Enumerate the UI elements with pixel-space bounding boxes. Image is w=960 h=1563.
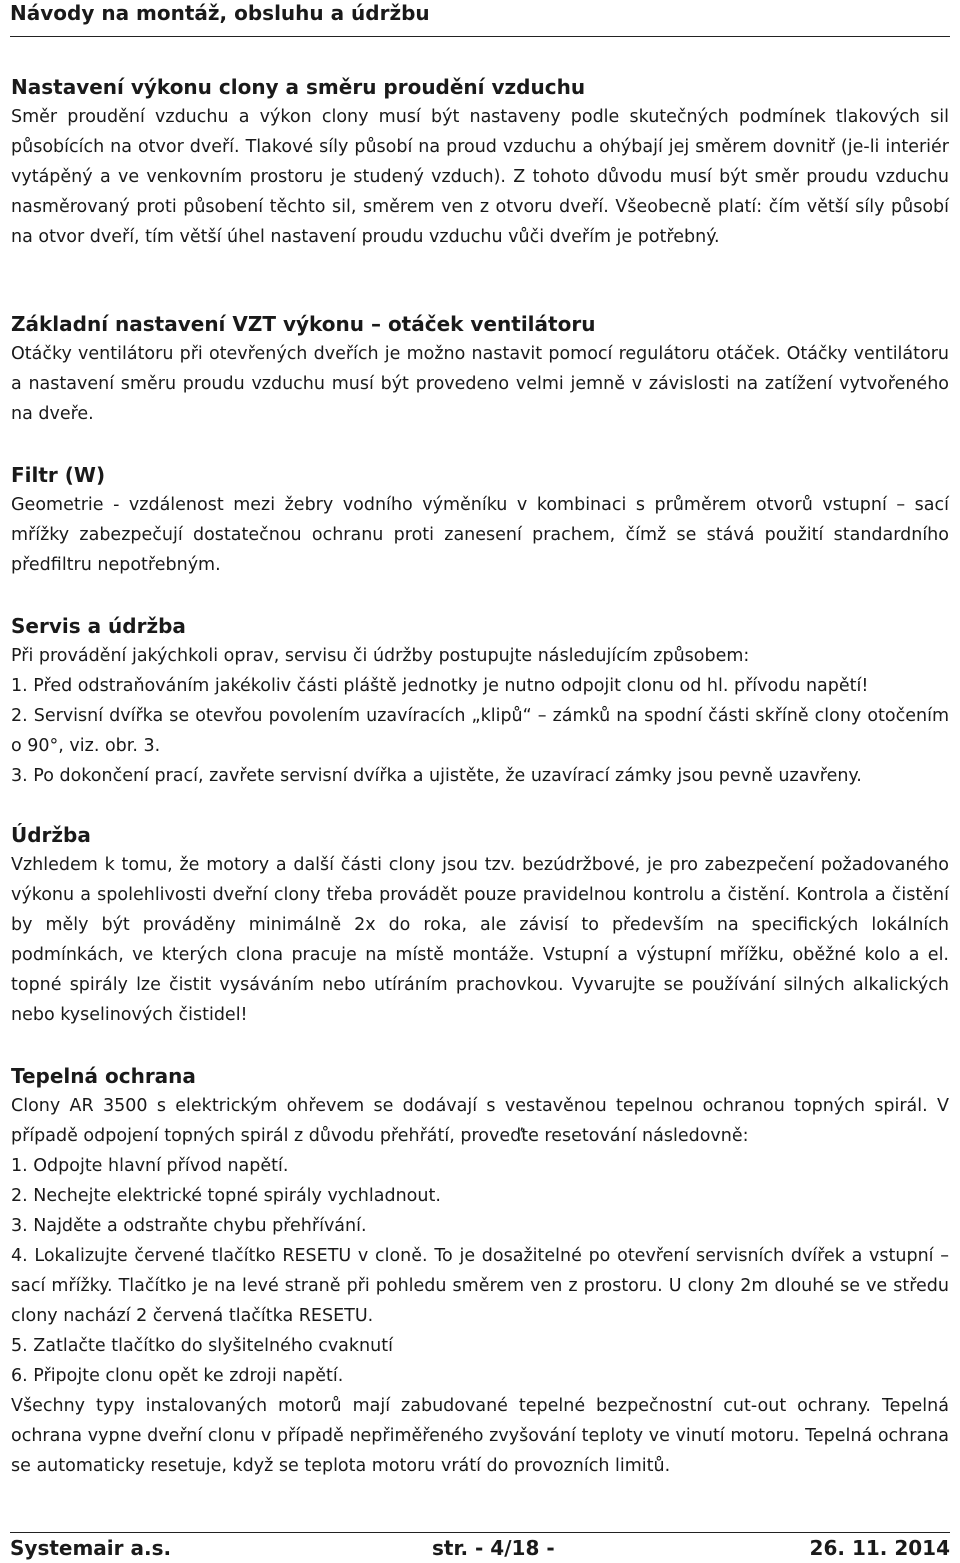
- paragraph: Všechny typy instalovaných motorů mají zabudované tepelné bezpečnostní cut-out ochrany. Tepelná ochrana vypne dveřní clonu v případě nepřiměřeného zvyšování teploty ve vinutí motoru. Tepelná ochrana se automaticky resetuje, když se teplota motoru vrátí do provozních limitů.: [11, 1396, 949, 1476]
- section-maintenance: [11, 820, 949, 1030]
- document-body: [11, 72, 949, 1481]
- list-item: 2. Servisní dvířka se otevřou povolením uzavíracích „klipů“ – zámků na spodní části skříně clony otočením o 90°, viz. obr. 3.: [11, 706, 949, 756]
- paragraph: Směr proudění vzduchu a výkon clony musí být nastaveny podle skutečných podmínek tlakových sil působících na otvor dveří. Tlakové síly působí na proud vzduchu a ohýbají jej směrem dovnitř (je-li interiér vytápěný a ve venkovním prostoru je studený vzduch). Z tohoto důvodu musí být směr proudu vzduchu nasměrovaný proti působení těchto sil, směrem ven z otvoru dveří. Všeobecně platí: čím větší síly působí na otvor dveří, tím větší úhel nastavení proudu vzduchu vůči dveřím je potřebný.: [11, 107, 949, 247]
- list-item: 5. Zatlačte tlačítko do slyšitelného cvaknutí: [11, 1336, 393, 1356]
- footer-page-number: str. - 4/18 -: [432, 1536, 555, 1560]
- section-filter: [11, 460, 949, 580]
- footer-date: 26. 11. 2014: [809, 1536, 950, 1560]
- paragraph: Při provádění jakýchkoli oprav, servisu či údržby postupujte následujícím způsobem:: [11, 646, 750, 666]
- header-title: Návody na montáž, obsluhu a údržbu: [10, 1, 430, 25]
- section-heading: Údržba: [11, 823, 91, 847]
- section-heading: Nastavení výkonu clony a směru proudění vzduchu: [11, 75, 586, 99]
- footer-company: Systemair a.s.: [10, 1536, 172, 1560]
- section-fan-speed: [11, 309, 949, 429]
- list-item: 3. Po dokončení prací, zavřete servisní dvířka a ujistěte, že uzavírací zámky jsou pevně uzavřeny.: [11, 766, 862, 786]
- list-item: 4. Lokalizujte červené tlačítko RESETU v cloně. To je dosažitelné po otevření servisních dvířek a vstupní – sací mřížky. Tlačítko je na levé straně při pohledu směrem ven z prostoru. U clony 2m dlouhé se ve středu clony nachází 2 červená tlačítka RESETU.: [11, 1246, 949, 1326]
- paragraph: Clony AR 3500 s elektrickým ohřevem se dodávají s vestavěnou tepelnou ochranou topných spirál. V případě odpojení topných spirál z důvodu přehřátí, proveďte resetování následovně:: [11, 1096, 949, 1146]
- paragraph: Otáčky ventilátoru při otevřených dveřích je možno nastavit pomocí regulátoru otáček. Otáčky ventilátoru a nastavení směru proudu vzduchu musí být provedeno velmi jemně v závislosti na zatížení vytvořeného na dveře.: [11, 344, 949, 424]
- page-footer: [10, 1535, 950, 1561]
- section-heading: Tepelná ochrana: [11, 1064, 196, 1088]
- list-item: 6. Připojte clonu opět ke zdroji napětí.: [11, 1366, 344, 1386]
- section-heading: Základní nastavení VZT výkonu – otáček ventilátoru: [11, 312, 596, 336]
- header-divider: [10, 36, 950, 37]
- list-item: 1. Odpojte hlavní přívod napětí.: [11, 1156, 289, 1176]
- list-item: 1. Před odstraňováním jakékoliv části pláště jednotky je nutno odpojit clonu od hl. přívodu napětí!: [11, 676, 869, 696]
- section-thermal-protection: [11, 1061, 949, 1481]
- footer-divider: [10, 1532, 950, 1533]
- list-item: 3. Najděte a odstraňte chybu přehřívání.: [11, 1216, 367, 1236]
- paragraph: Vzhledem k tomu, že motory a další části clony jsou tzv. bezúdržbové, je pro zabezpečení požadovaného výkonu a spolehlivosti dveřní clony třeba provádět pouze pravidelnou kontrolu a čistění. Kontrola a čistění by měly být prováděny minimálně 2x do roka, ale závisí to především na specifických lokálních podmínkách, ve kterých clona pracuje na místě montáže. Vstupní a výstupní mřížku, oběžné kolo a el. topné spirály lze čistit vysáváním nebo utíráním prachovkou. Vyvarujte se používání silných alkalických nebo kyselinových čistidel!: [11, 855, 949, 1025]
- section-heading: Servis a údržba: [11, 614, 186, 638]
- page-header: [10, 0, 950, 26]
- section-service: [11, 611, 949, 791]
- paragraph: Geometrie - vzdálenost mezi žebry vodního výměníku v kombinaci s průměrem otvorů vstupní – sací mřížky zabezpečují dostatečnou ochranu proti zanesení prachem, čímž se stává použití standardního předfiltru nepotřebným.: [11, 495, 949, 575]
- section-heading: Filtr (W): [11, 463, 106, 487]
- list-item: 2. Nechejte elektrické topné spirály vychladnout.: [11, 1186, 441, 1206]
- section-airflow-setting: [11, 72, 949, 252]
